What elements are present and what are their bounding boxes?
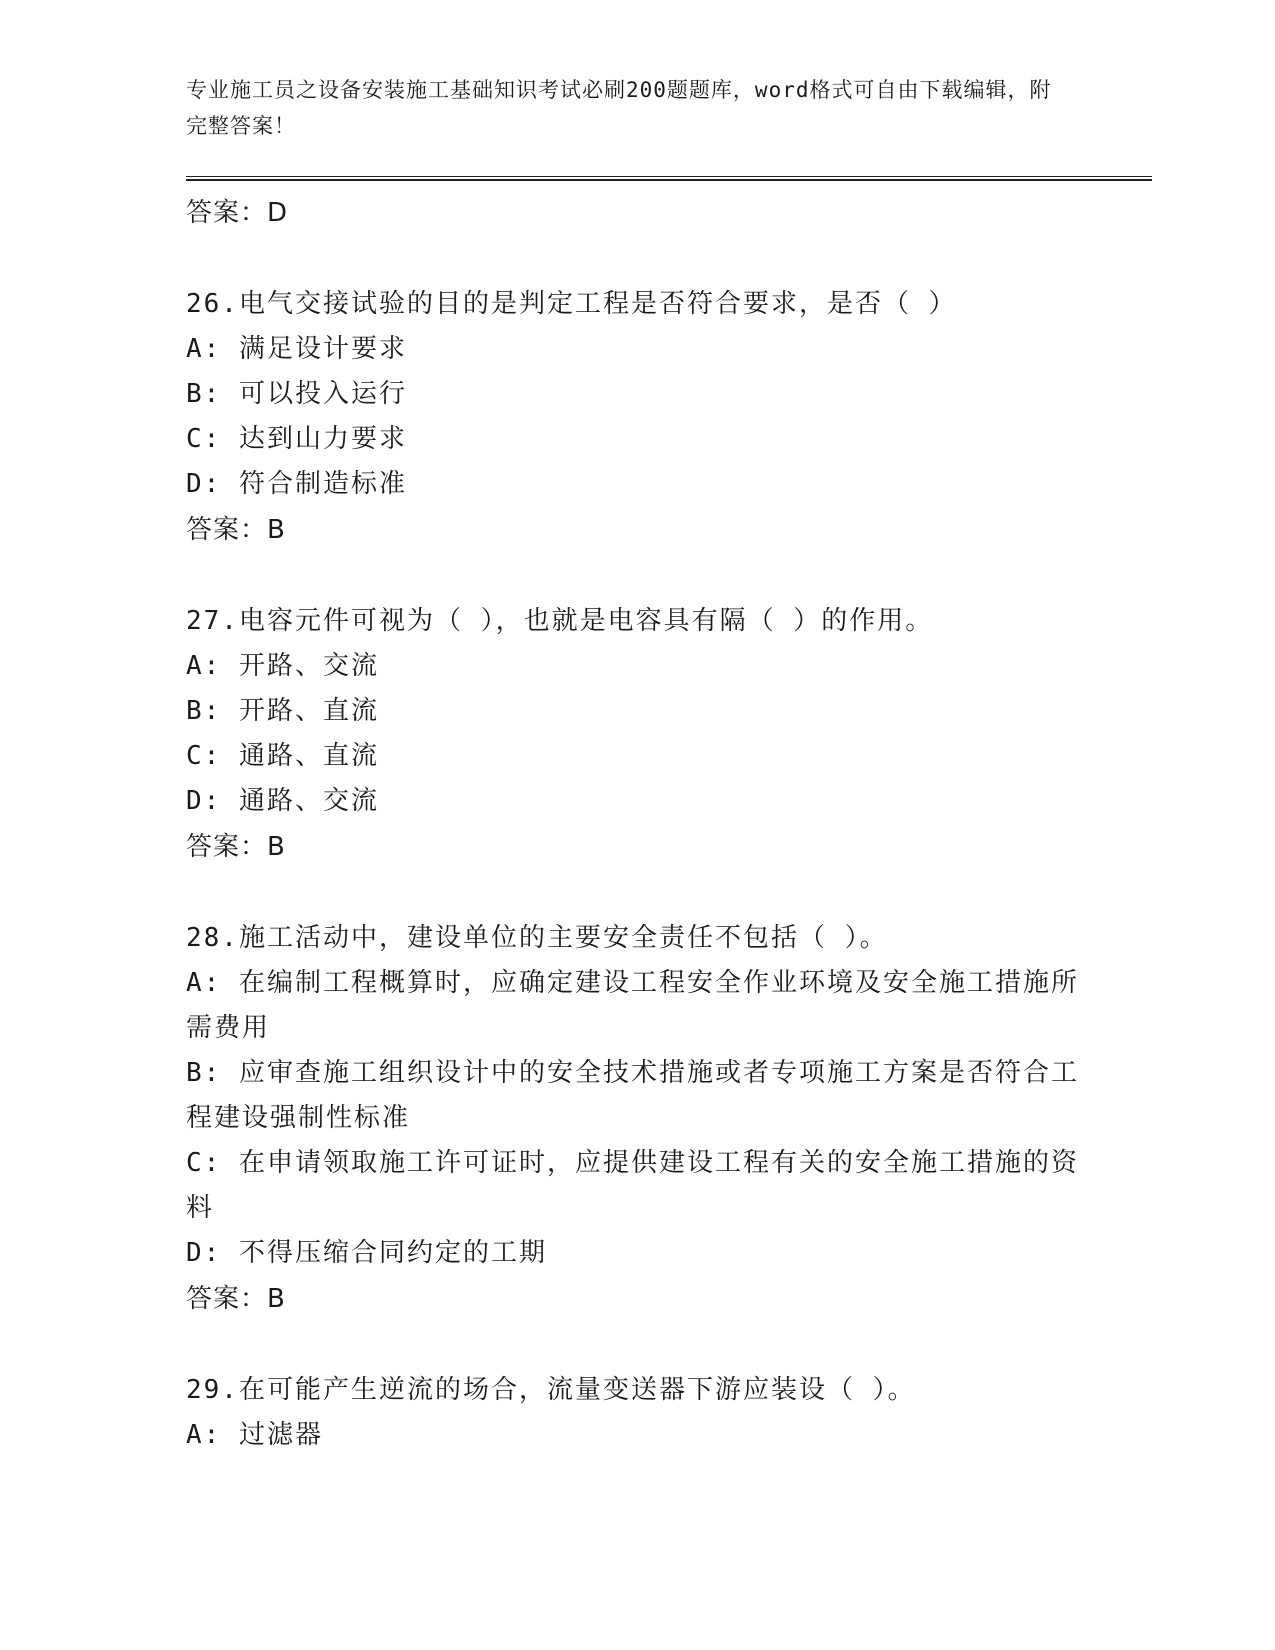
option-a: A: 开路、交流 <box>186 651 379 681</box>
document-header: 专业施工员之设备安装施工基础知识考试必刷200题题库，word格式可自由下载编辑，附完整答案！ <box>186 78 1052 138</box>
answer-line: 答案：B <box>186 515 286 545</box>
option-b: B: 开路、直流 <box>186 696 379 726</box>
question-title: 27.电容元件可视为（ ），也就是电容具有隔（ ）的作用。 <box>186 606 934 636</box>
header-divider <box>186 176 1152 181</box>
option-c: C: 通路、直流 <box>186 741 379 771</box>
question-28 <box>186 915 1086 1322</box>
answer-line: 答案：B <box>186 832 286 862</box>
option-c: C: 达到山力要求 <box>186 424 407 454</box>
spacer <box>186 236 1086 281</box>
option-d: D: 通路、交流 <box>186 786 379 816</box>
spacer <box>186 870 1086 915</box>
option-d: D: 不得压缩合同约定的工期 <box>186 1238 547 1268</box>
question-26 <box>186 281 1086 553</box>
answer-line: 答案：D <box>186 198 289 228</box>
option-a: A: 满足设计要求 <box>186 334 407 364</box>
option-c: C: 在申请领取施工许可证时，应提供建设工程有关的安全施工措施的资料 <box>186 1148 1079 1223</box>
option-b: B: 可以投入运行 <box>186 379 407 409</box>
question-27 <box>186 598 1086 870</box>
option-a: A: 过滤器 <box>186 1420 323 1450</box>
question-title: 28.施工活动中，建设单位的主要安全责任不包括（ ）。 <box>186 923 888 953</box>
question-29 <box>186 1367 1086 1458</box>
question-title: 29.在可能产生逆流的场合，流量变送器下游应装设（ ）。 <box>186 1375 916 1405</box>
spacer <box>186 1322 1086 1367</box>
spacer <box>186 553 1086 598</box>
option-a: A: 在编制工程概算时，应确定建设工程安全作业环境及安全施工措施所需费用 <box>186 968 1079 1043</box>
option-d: D: 符合制造标准 <box>186 469 407 499</box>
question-title: 26.电气交接试验的目的是判定工程是否符合要求，是否（ ） <box>186 289 957 319</box>
answer-line: 答案：B <box>186 1284 286 1314</box>
option-b: B: 应审查施工组织设计中的安全技术措施或者专项施工方案是否符合工程建设强制性标准 <box>186 1058 1079 1133</box>
question-list <box>186 190 1086 1458</box>
